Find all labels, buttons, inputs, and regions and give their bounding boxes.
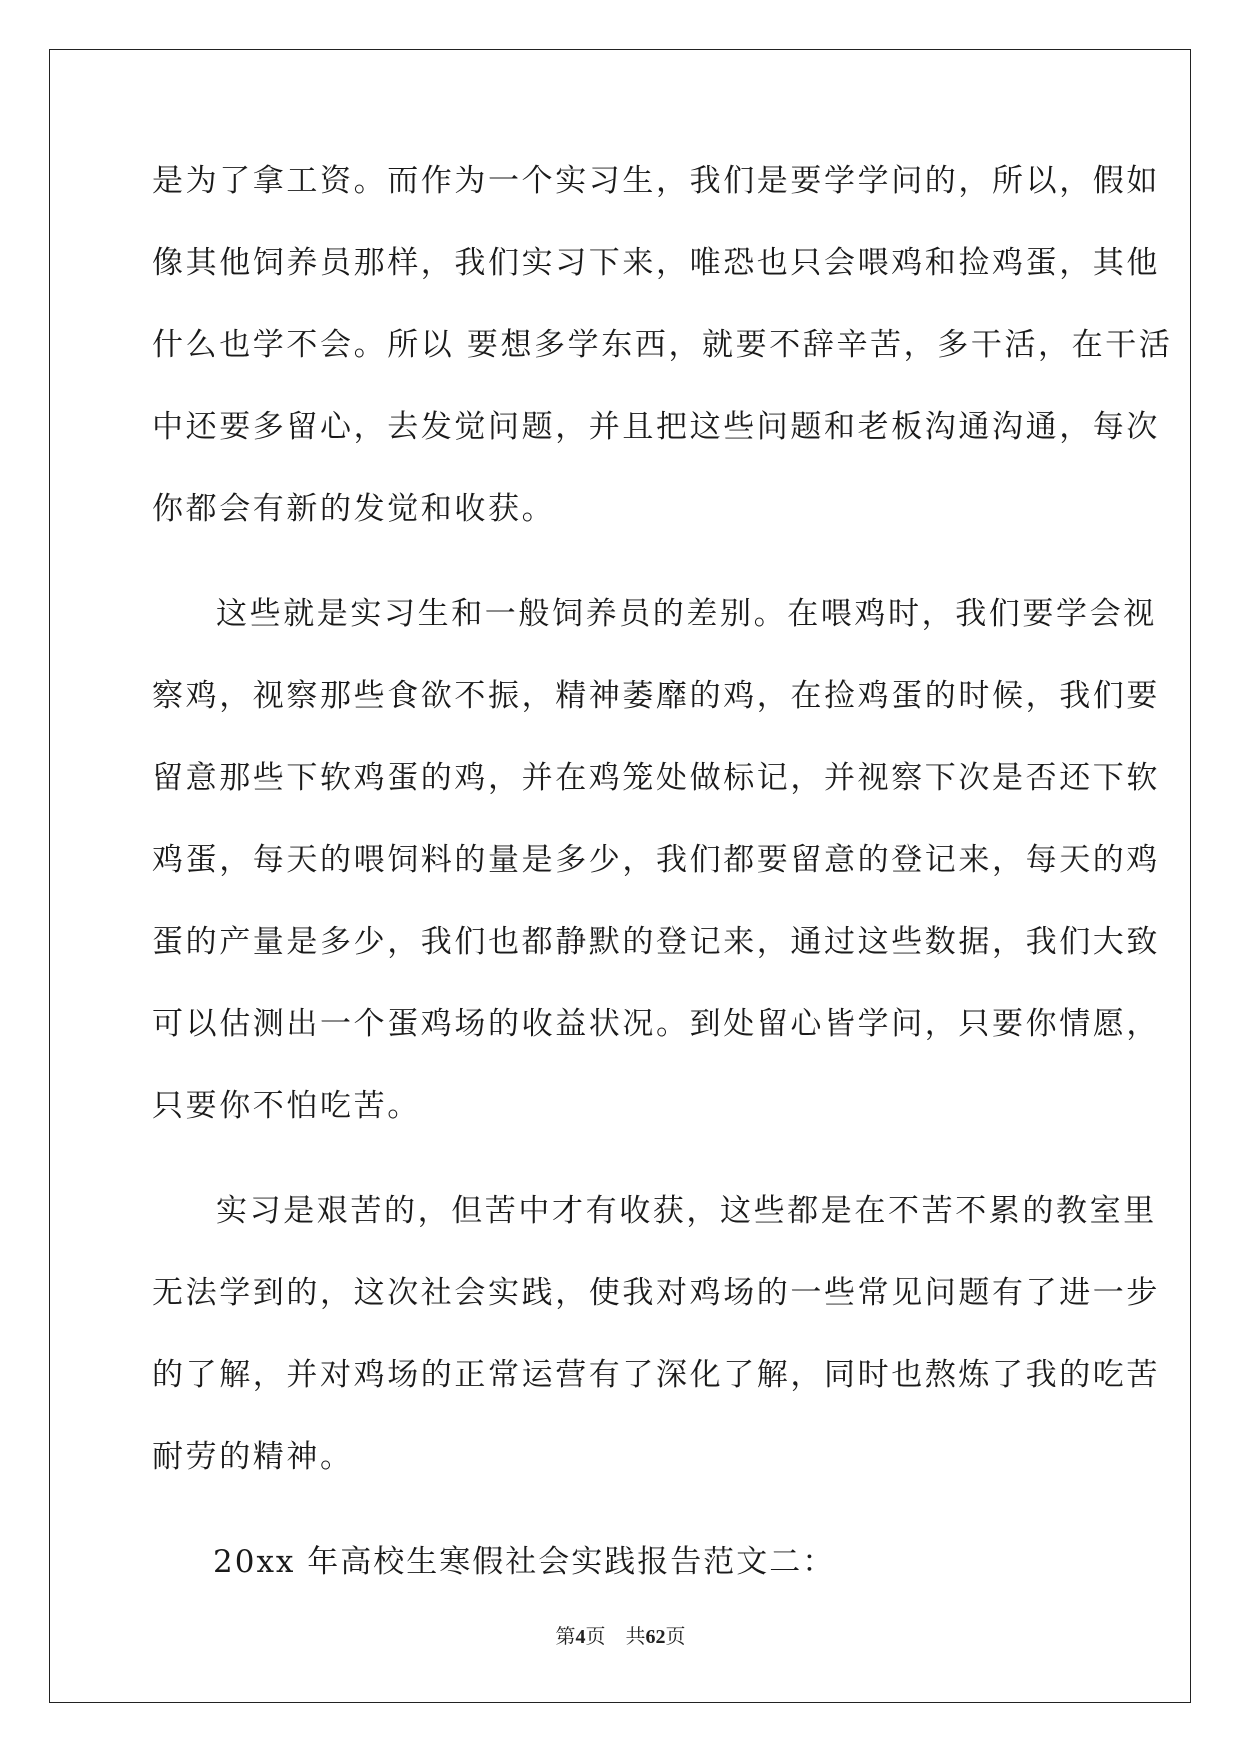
text-line: 耐劳的精神。 — [152, 1439, 354, 1475]
text-line: 无法学到的，这次社会实践，使我对鸡场的一些常见问题有了进一步 — [152, 1275, 1160, 1311]
text-line: 中还要多留心，去发觉问题，并且把这些问题和老板沟通沟通，每次 — [152, 409, 1160, 445]
text-line: 留意那些下软鸡蛋的鸡，并在鸡笼处做标记，并视察下次是否还下软 — [152, 760, 1160, 796]
current-page-number: 4 — [575, 1626, 586, 1648]
paragraph-3 — [152, 1182, 1160, 1510]
text-line: 只要你不怕吃苦。 — [152, 1088, 421, 1124]
text-line: 的了解，并对鸡场的正常运营有了深化了解，同时也熬炼了我的吃苦 — [152, 1357, 1160, 1393]
text-line: 察鸡，视察那些食欲不振，精神萎靡的鸡，在捡鸡蛋的时候，我们要 — [152, 678, 1160, 714]
footer-page-suffix: 页 — [585, 1626, 606, 1648]
text-line: 鸡蛋，每天的喂饲料的量是多少，我们都要留意的登记来，每天的鸡 — [152, 842, 1160, 878]
section-heading: 20xx 年高校生寒假社会实践报告范文二： — [213, 1544, 836, 1580]
footer-total-suffix: 页 — [665, 1626, 686, 1648]
footer-total-prefix: 共 — [625, 1626, 646, 1648]
footer-prefix: 第 — [555, 1626, 576, 1648]
text-line: 可以估测出一个蛋鸡场的收益状况。到处留心皆学问，只要你情愿， — [152, 1006, 1160, 1042]
total-page-count: 62 — [645, 1626, 666, 1648]
text-line: 什么也学不会。所以 要想多学东西，就要不辞辛苦，多干活，在干活 — [152, 327, 1173, 363]
text-line: 蛋的产量是多少，我们也都静默的登记来，通过这些数据，我们大致 — [152, 924, 1160, 960]
text-line: 像其他饲养员那样，我们实习下来，唯恐也只会喂鸡和捡鸡蛋，其他 — [152, 245, 1160, 281]
paragraph-1 — [152, 152, 1173, 562]
text-line: 你都会有新的发觉和收获。 — [152, 491, 556, 527]
page-footer — [0, 1624, 1241, 1650]
text-line: 是为了拿工资。而作为一个实习生，我们是要学学问的，所以，假如 — [152, 163, 1160, 199]
text-line: 实习是艰苦的，但苦中才有收获，这些都是在不苦不累的教室里 — [216, 1193, 1157, 1229]
text-line: 这些就是实习生和一般饲养员的差别。在喂鸡时，我们要学会视 — [216, 596, 1157, 632]
document-body — [152, 152, 1173, 1615]
paragraph-2 — [152, 585, 1160, 1159]
